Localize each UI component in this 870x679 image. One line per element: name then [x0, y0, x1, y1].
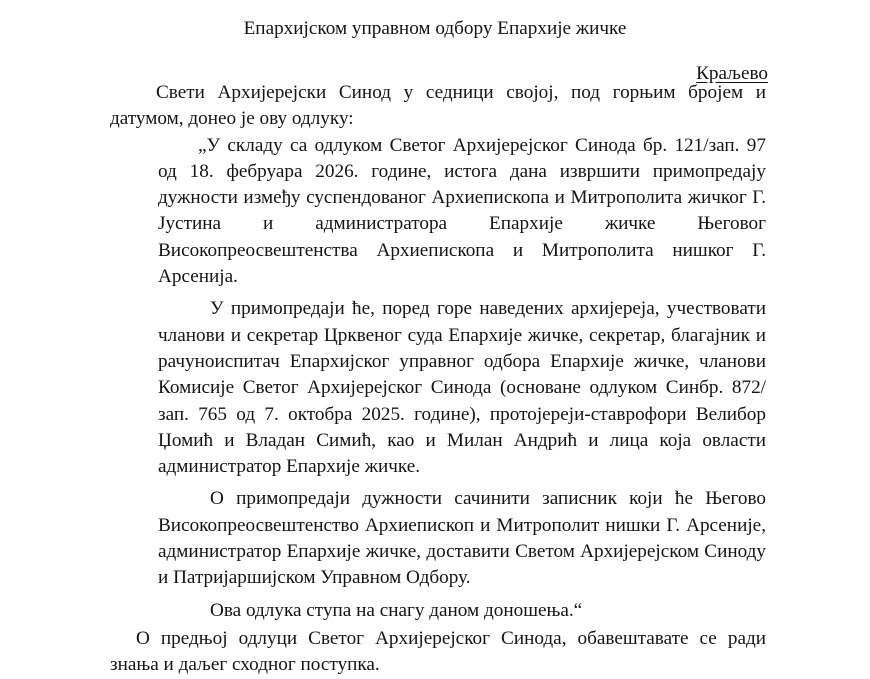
document-heading: Епархијском управном одбору Епархије жичке	[243, 18, 627, 39]
decision-paragraph: У примопредаји ће, поред горе наведених архијереја, учествовати чланови и секретар Црквеног суда Епархије жичке, секретар, благајник и рачуноиспитач Епархијског управног одбора Епархије жичке, чланови Комисије Светог Архијерејског Синода (основане одлуком Синбр. 872/зап. 765 од 7. октобра 2025. године), протојереји-ставрофори Велибор Џомић и Владан Симић, као и Милан Андрић и лица која овласти администратор Епархије жичке.	[158, 298, 766, 478]
place-name: Краљево	[696, 63, 768, 84]
closing-paragraph: О предњој одлуци Светог Архијерејског Синода, обавештавате се ради знања и даљег сходног поступка.	[110, 627, 766, 676]
decision-paragraph: „У складу са одлуком Светог Архијерејског Синода бр. 121/зап. 97 од 18. фебруара 2026. године, истога дана извршити примопредају дужности између суспендованог Архиепископа и Митрополита жичког Г. Јустина и администратора Епархије жичке Његовог Високопреосвештенства Архиепископа и Митрополита нишког Г. Арсенија.	[158, 134, 766, 288]
intro-paragraph: Свети Архијерејски Синод у седници својој, под горњим бројем и датумом, донео је ову одлуку:	[110, 82, 766, 130]
decision-paragraph: О примопредаји дужности сачинити записник који ће Његово Високопреосвештенство Архиепископ и Митрополит нишки Г. Арсеније, администратор Епархије жичке, доставити Светом Архијерејском Синоду и Патријаршијском Управном Одбору.	[158, 488, 766, 589]
decision-paragraph: Ова одлука ступа на снагу даном доношења.“	[210, 599, 583, 621]
document-body	[110, 80, 766, 679]
